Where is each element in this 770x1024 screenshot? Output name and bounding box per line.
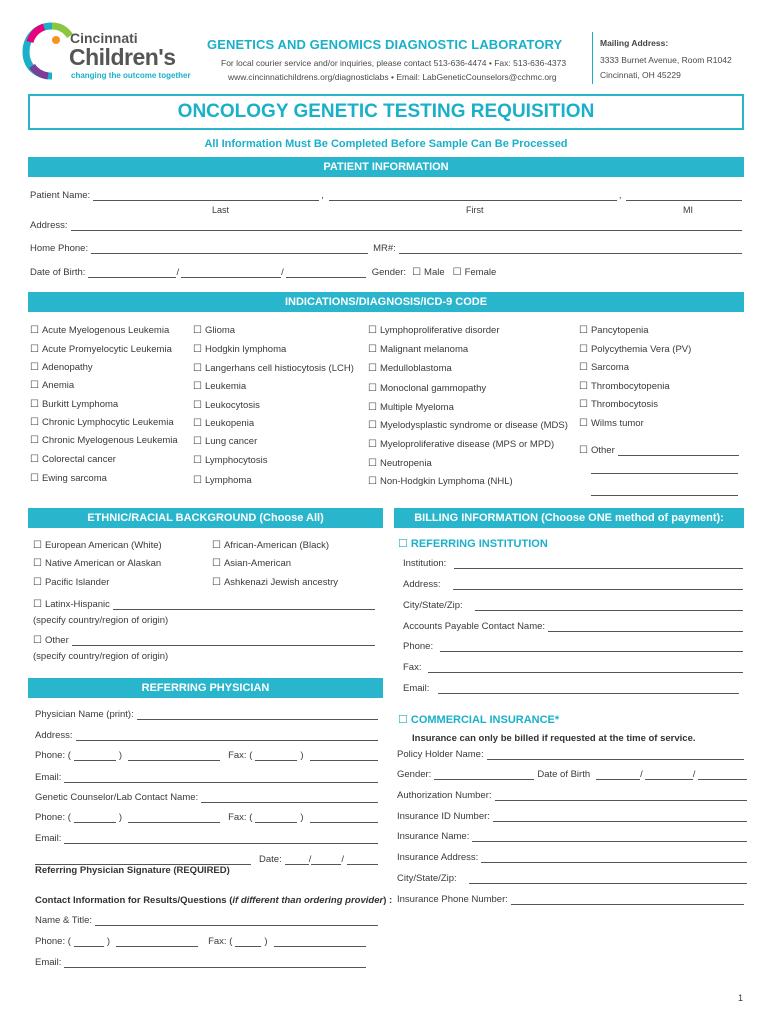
indication-item[interactable]: ☐ Myeloproliferative disease (MPS or MPD) — [368, 439, 555, 450]
ins-address-label: Insurance Address: — [397, 852, 479, 863]
ins-phone-label: Insurance Phone Number: — [397, 894, 508, 905]
mailing-label: Mailing Address: — [600, 38, 669, 48]
contact-phone-area-field[interactable] — [74, 938, 104, 947]
auth-number-label: Authorization Number: — [397, 790, 492, 801]
other-specify: (specify country/region of origin) — [33, 651, 169, 662]
sig-date-day-field[interactable] — [308, 854, 341, 865]
indication-item[interactable]: ☐ Multiple Myeloma — [368, 402, 454, 413]
commercial-insurance-option[interactable]: ☐ COMMERCIAL INSURANCE* — [398, 713, 560, 726]
indication-item[interactable]: ☐ Anemia — [30, 380, 75, 391]
logo-main-text: Children's — [69, 44, 176, 70]
ethnic-african[interactable]: ☐ African-American (Black) — [212, 540, 330, 551]
male-checkbox[interactable]: ☐ — [412, 267, 422, 278]
physician-email-field[interactable] — [64, 774, 378, 783]
lab-web-line: www.cincinnatichildrens.org/diagnosticlabs • Email: LabGeneticCounselors@cchmc.org — [228, 72, 557, 82]
latinx-origin-field[interactable] — [113, 601, 375, 610]
indication-item[interactable]: ☐ Acute Myelogenous Leukemia — [30, 325, 170, 336]
mi-caption: MI — [683, 205, 693, 215]
dob-month-field[interactable] — [88, 269, 176, 278]
referring-institution-option[interactable]: ☐ REFERRING INSTITUTION — [398, 537, 548, 550]
logo-tagline: changing the outcome together — [71, 71, 191, 80]
gc-email-field[interactable] — [64, 835, 378, 844]
indication-item[interactable]: ☐ Medulloblastoma — [368, 363, 452, 374]
ins-city-field[interactable] — [469, 875, 747, 884]
signature-date-label: Date: — [259, 854, 282, 865]
indication-item[interactable]: ☐ Hodgkin lymphoma — [193, 344, 287, 355]
sig-date-year-field[interactable] — [347, 856, 378, 865]
ins-id-label: Insurance ID Number: — [397, 811, 490, 822]
other-indication-line-3[interactable] — [591, 487, 738, 496]
indication-item[interactable]: ☐ Thrombocytopenia — [579, 381, 670, 392]
indication-item[interactable]: ☐ Acute Promyelocytic Leukemia — [30, 344, 172, 355]
paren-close: ) — [118, 812, 123, 823]
signature-label: Referring Physician Signature (REQUIRED) — [35, 865, 230, 876]
indication-item[interactable]: ☐ Non-Hodgkin Lymphoma (NHL) — [368, 476, 513, 487]
ethnic-ashkenazi[interactable]: ☐ Ashkenazi Jewish ancestry — [212, 577, 339, 588]
contact-name-title-label: Name & Title: — [35, 915, 93, 926]
indication-item[interactable]: ☐ Chronic Lymphocytic Leukemia — [30, 417, 174, 428]
paren-close: ) — [118, 750, 123, 761]
indication-item[interactable]: ☐ Ewing sarcoma — [30, 473, 107, 484]
logo — [22, 22, 202, 82]
physician-address-label: Address: — [35, 730, 73, 741]
ins-dob-label: Date of Birth — [537, 769, 591, 780]
physician-fax-area-field[interactable] — [255, 752, 297, 761]
patient-address-field[interactable] — [71, 222, 743, 231]
physician-fax-label: Fax: ( — [228, 750, 253, 761]
physician-header: REFERRING PHYSICIAN — [28, 678, 383, 698]
required-notice: All Information Must Be Completed Before Sample Can Be Processed — [204, 138, 568, 150]
billing-email-label: Email: — [403, 683, 430, 694]
ethnic-header: ETHNIC/RACIAL BACKGROUND (Choose All) — [28, 508, 383, 528]
billing-fax-field[interactable] — [428, 664, 743, 673]
gc-fax-area-field[interactable] — [255, 814, 297, 823]
patient-mi-field[interactable] — [626, 192, 742, 201]
indication-item[interactable]: ☐ Pancytopenia — [579, 325, 649, 336]
female-checkbox[interactable]: ☐ — [452, 267, 462, 278]
gender-label: Gender: — [371, 267, 407, 278]
contact-name-title-field[interactable] — [95, 917, 378, 926]
institution-label: Institution: — [403, 558, 447, 569]
physician-name-label: Physician Name (print): — [35, 709, 134, 720]
first-caption: First — [466, 205, 484, 215]
latinx-checkbox[interactable]: ☐ — [33, 599, 42, 610]
indications-header: INDICATIONS/DIAGNOSIS/ICD-9 CODE — [28, 292, 744, 312]
indication-item[interactable]: ☐ Lymphocytosis — [193, 455, 268, 466]
ins-name-label: Insurance Name: — [397, 831, 470, 842]
holder-name-label: Policy Holder Name: — [397, 749, 484, 760]
insurance-note: Insurance can only be billed if requested at the time of service. — [412, 733, 696, 744]
mr-field[interactable] — [399, 245, 742, 254]
lab-contact-line: For local courier service and/or inquiries, please contact 513-636-4474 • Fax: 513-636-4373 — [221, 58, 567, 68]
dob-slash: / — [281, 267, 284, 278]
institution-field[interactable] — [454, 560, 743, 569]
indication-item[interactable]: ☐ Glioma — [193, 325, 236, 336]
gc-email-label: Email: — [35, 833, 62, 844]
male-label: Male — [424, 267, 445, 278]
billing-address-label: Address: — [403, 579, 441, 590]
physician-email-label: Email: — [35, 772, 62, 783]
indication-item[interactable]: ☐ Monoclonal gammopathy — [368, 383, 487, 394]
indication-item[interactable]: ☐ Sarcoma — [579, 362, 629, 373]
last-caption: Last — [212, 205, 230, 215]
indication-item[interactable]: ☐ Malignant melanoma — [368, 344, 469, 355]
page-number: 1 — [738, 993, 744, 1003]
date-slash: / — [692, 769, 696, 780]
physician-name-field[interactable] — [137, 711, 378, 720]
indication-item[interactable]: ☐ Neutropenia — [368, 458, 432, 469]
patient-name-label: Patient Name: — [30, 190, 91, 201]
dob-year-field[interactable] — [286, 269, 366, 278]
paren-close: ) — [106, 936, 111, 947]
date-slash: / — [341, 854, 344, 865]
indication-item[interactable]: ☐ Burkitt Lymphoma — [30, 399, 119, 410]
billing-header: BILLING INFORMATION (Choose ONE method of payment): — [394, 508, 744, 528]
indication-item[interactable]: ☐ Adenopathy — [30, 362, 93, 373]
logo-top-text: Cincinnati — [70, 30, 138, 46]
billing-phone-field[interactable] — [440, 643, 743, 652]
ins-id-field[interactable] — [493, 813, 747, 822]
other-indication-field[interactable] — [618, 447, 739, 456]
paren-close: ) — [300, 812, 304, 823]
ins-dob-day-field[interactable] — [645, 771, 693, 780]
indication-item[interactable]: ☐ Leukocytosis — [193, 400, 260, 411]
billing-phone-label: Phone: — [403, 641, 434, 652]
ins-phone-field[interactable] — [511, 896, 744, 905]
gc-contact-label: Genetic Counselor/Lab Contact Name: — [35, 792, 199, 803]
female-label: Female — [464, 267, 497, 278]
ins-gender-field[interactable] — [434, 771, 534, 780]
contact-results-label: Contact Information for Results/Questions (if different than ordering provider) : — [35, 895, 393, 906]
ins-dob-month-field[interactable] — [596, 771, 640, 780]
auth-number-field[interactable] — [495, 792, 747, 801]
billing-email-field[interactable] — [438, 685, 739, 694]
physician-phone-label: Phone: ( — [35, 750, 71, 761]
contact-email-field[interactable] — [64, 959, 366, 968]
ins-name-field[interactable] — [472, 833, 747, 842]
indication-item[interactable]: ☐ Chronic Myelogenous Leukemia — [30, 435, 178, 446]
indication-item[interactable]: ☐ Leukopenia — [193, 418, 255, 429]
ap-contact-field[interactable] — [548, 623, 743, 632]
header-divider — [592, 32, 593, 84]
paren-close: ) — [300, 750, 304, 761]
ins-gender-label: Gender: — [397, 769, 432, 780]
patient-info-header: PATIENT INFORMATION — [28, 157, 744, 177]
ins-address-field[interactable] — [481, 854, 747, 863]
ethnic-european[interactable]: ☐ European American (White) — [33, 540, 162, 551]
indication-item[interactable]: ☐ Polycythemia Vera (PV) — [579, 344, 692, 355]
indication-item[interactable]: ☐ Colorectal cancer — [30, 454, 116, 465]
physician-phone-area-field[interactable] — [74, 752, 116, 761]
contact-phone-field[interactable] — [116, 938, 198, 947]
form-title: ONCOLOGY GENETIC TESTING REQUISITION — [177, 101, 595, 122]
gc-phone-field[interactable] — [128, 814, 220, 823]
ethnic-other-field[interactable] — [72, 637, 375, 646]
contact-phone-label: Phone: ( — [35, 936, 71, 947]
ap-contact-label: Accounts Payable Contact Name: — [403, 621, 546, 632]
date-slash: / — [308, 854, 312, 865]
ethnic-native[interactable]: ☐ Native American or Alaskan — [33, 558, 162, 569]
date-slash: / — [640, 769, 643, 780]
billing-address-field[interactable] — [453, 581, 744, 590]
physician-phone-field[interactable] — [128, 752, 220, 761]
gc-fax-label: Fax: ( — [228, 812, 253, 823]
contact-fax-area-field[interactable] — [235, 938, 261, 947]
indication-item[interactable]: ☐ Leukemia — [193, 381, 247, 392]
indication-item[interactable]: ☐ Langerhans cell histiocytosis (LCH) — [193, 363, 354, 374]
paren-close: ) — [264, 936, 268, 947]
mailing-line-2: Cincinnati, OH 45229 — [600, 70, 681, 80]
contact-fax-field[interactable] — [274, 938, 366, 947]
gc-phone-area-field[interactable] — [74, 814, 116, 823]
dob-slash: / — [176, 267, 180, 278]
other-indication-line-2[interactable] — [591, 465, 738, 474]
physician-address-field[interactable] — [76, 732, 379, 741]
mr-label: MR#: — [373, 243, 396, 254]
billing-city-label: City/State/Zip: — [403, 600, 463, 611]
indication-item[interactable]: ☐ Lymphoproliferative disorder — [368, 325, 500, 336]
indication-item[interactable]: ☐ Lymphoma — [193, 475, 252, 486]
ethnic-pacific[interactable]: ☐ Pacific Islander — [33, 577, 110, 588]
signature-field[interactable] — [35, 856, 251, 865]
dob-label: Date of Birth: — [30, 267, 86, 278]
ins-dob-year-field[interactable] — [698, 771, 747, 780]
other-indication-label: Other — [590, 445, 615, 456]
logo-mark-icon — [22, 22, 76, 80]
patient-last-name-field[interactable] — [93, 192, 319, 201]
dob-day-field[interactable] — [181, 269, 281, 278]
home-phone-field[interactable] — [91, 245, 368, 254]
home-phone-label: Home Phone: — [30, 243, 89, 254]
ethnic-asian[interactable]: ☐ Asian-American — [212, 558, 292, 569]
lab-title: GENETICS AND GENOMICS DIAGNOSTIC LABORATORY — [207, 37, 563, 52]
ins-city-label: City/State/Zip: — [397, 873, 457, 884]
other-indication-checkbox[interactable]: ☐ — [579, 445, 588, 456]
mailing-line-1: 3333 Burnet Avenue, Room R1042 — [600, 55, 732, 65]
gc-phone-label: Phone: ( — [35, 812, 71, 823]
indication-item[interactable]: ☐ Lung cancer — [193, 436, 258, 447]
indication-item[interactable]: ☐ Wilms tumor — [579, 418, 644, 429]
gc-fax-field[interactable] — [310, 814, 378, 823]
latinx-specify: (specify country/region of origin) — [33, 615, 169, 626]
indication-item[interactable]: ☐ Myelodysplastic syndrome or disease (MDS) — [368, 420, 568, 431]
patient-first-name-field[interactable] — [329, 192, 617, 201]
latinx-label: Latinx-Hispanic — [44, 599, 110, 610]
billing-fax-label: Fax: — [403, 662, 422, 673]
ethnic-other-checkbox[interactable]: ☐ — [33, 635, 42, 646]
gc-contact-field[interactable] — [201, 794, 378, 803]
holder-name-field[interactable] — [487, 751, 744, 760]
ethnic-other-label: Other — [44, 635, 69, 646]
contact-email-label: Email: — [35, 957, 62, 968]
contact-fax-label: Fax: ( — [208, 936, 233, 947]
patient-address-label: Address: — [30, 220, 68, 231]
sig-date-month-field[interactable] — [285, 856, 309, 865]
physician-fax-field[interactable] — [310, 752, 378, 761]
indication-item[interactable]: ☐ Thrombocytosis — [579, 399, 659, 410]
billing-city-field[interactable] — [475, 602, 743, 611]
